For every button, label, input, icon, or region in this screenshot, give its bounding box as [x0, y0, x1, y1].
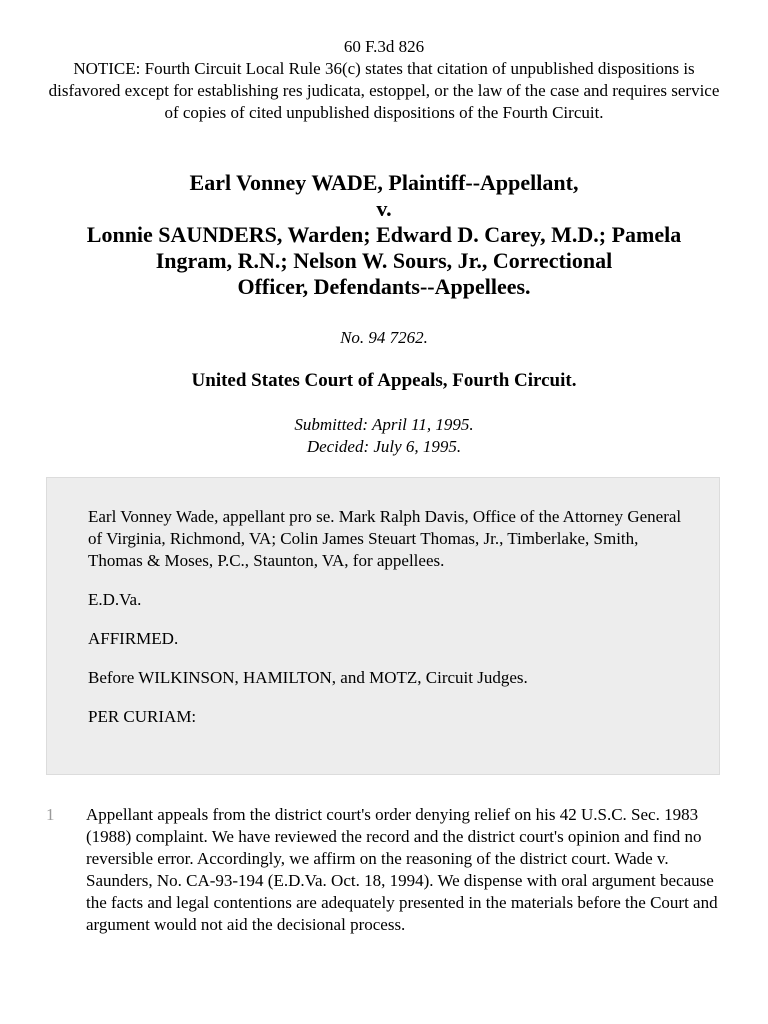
paragraph-number: 1: [46, 805, 55, 824]
case-caption: [20, 170, 748, 300]
citation: 60 F.3d 826: [343, 37, 425, 56]
versus-line: v.: [376, 196, 392, 221]
opinion-paragraph: Appellant appeals from the district court's order denying relief on his 42 U.S.C. Sec. 1983 (1988) complaint. We have reviewed the record and the district court's opinion and find no reversible error. Accordingly, we affirm on the reasoning of the district court. Wade v. Saunders, No. CA-93-194 (E.D.Va. Oct. 18, 1994). We dispense with oral argument because the facts and legal contentions are adequately presented in the materials before the Court and argument would not aid the decisional process.: [86, 805, 718, 934]
defendants-line-1: Lonnie SAUNDERS, Warden; Edward D. Carey, M.D.; Pamela: [86, 222, 682, 247]
decided-date: Decided: July 6, 1995.: [306, 437, 462, 456]
unpublished-notice: NOTICE: Fourth Circuit Local Rule 36(c) states that citation of unpublished dispositions is disfavored except for establishing res judicata, estoppel, or the law of the case and requires service of copies of cited unpublished dispositions of the Fourth Circuit.: [48, 59, 720, 122]
docket-number: No. 94 7262.: [340, 328, 428, 347]
document-header: [40, 36, 728, 124]
per-curiam-label: PER CURIAM:: [88, 707, 197, 726]
case-summary-box: [46, 477, 720, 775]
case-summary-content: [88, 506, 688, 745]
submitted-date: Submitted: April 11, 1995.: [294, 415, 474, 434]
court-name: United States Court of Appeals, Fourth Circuit.: [191, 370, 577, 391]
defendants-line-3: Officer, Defendants--Appellees.: [237, 274, 531, 299]
defendants-line-2: Ingram, R.N.; Nelson W. Sours, Jr., Correctional: [155, 248, 613, 273]
district-court: E.D.Va.: [88, 590, 142, 609]
panel-judges: Before WILKINSON, HAMILTON, and MOTZ, Circuit Judges.: [88, 668, 528, 687]
disposition: AFFIRMED.: [88, 629, 179, 648]
plaintiff-line: Earl Vonney WADE, Plaintiff--Appellant,: [189, 170, 579, 195]
case-dates: [0, 414, 768, 458]
counsel-paragraph: Earl Vonney Wade, appellant pro se. Mark Ralph Davis, Office of the Attorney General of Virginia, Richmond, VA; Colin James Steuart Thomas, Jr., Timberlake, Smith, Thomas & Moses, P.C., Staunton, VA, for appellees.: [88, 507, 682, 570]
